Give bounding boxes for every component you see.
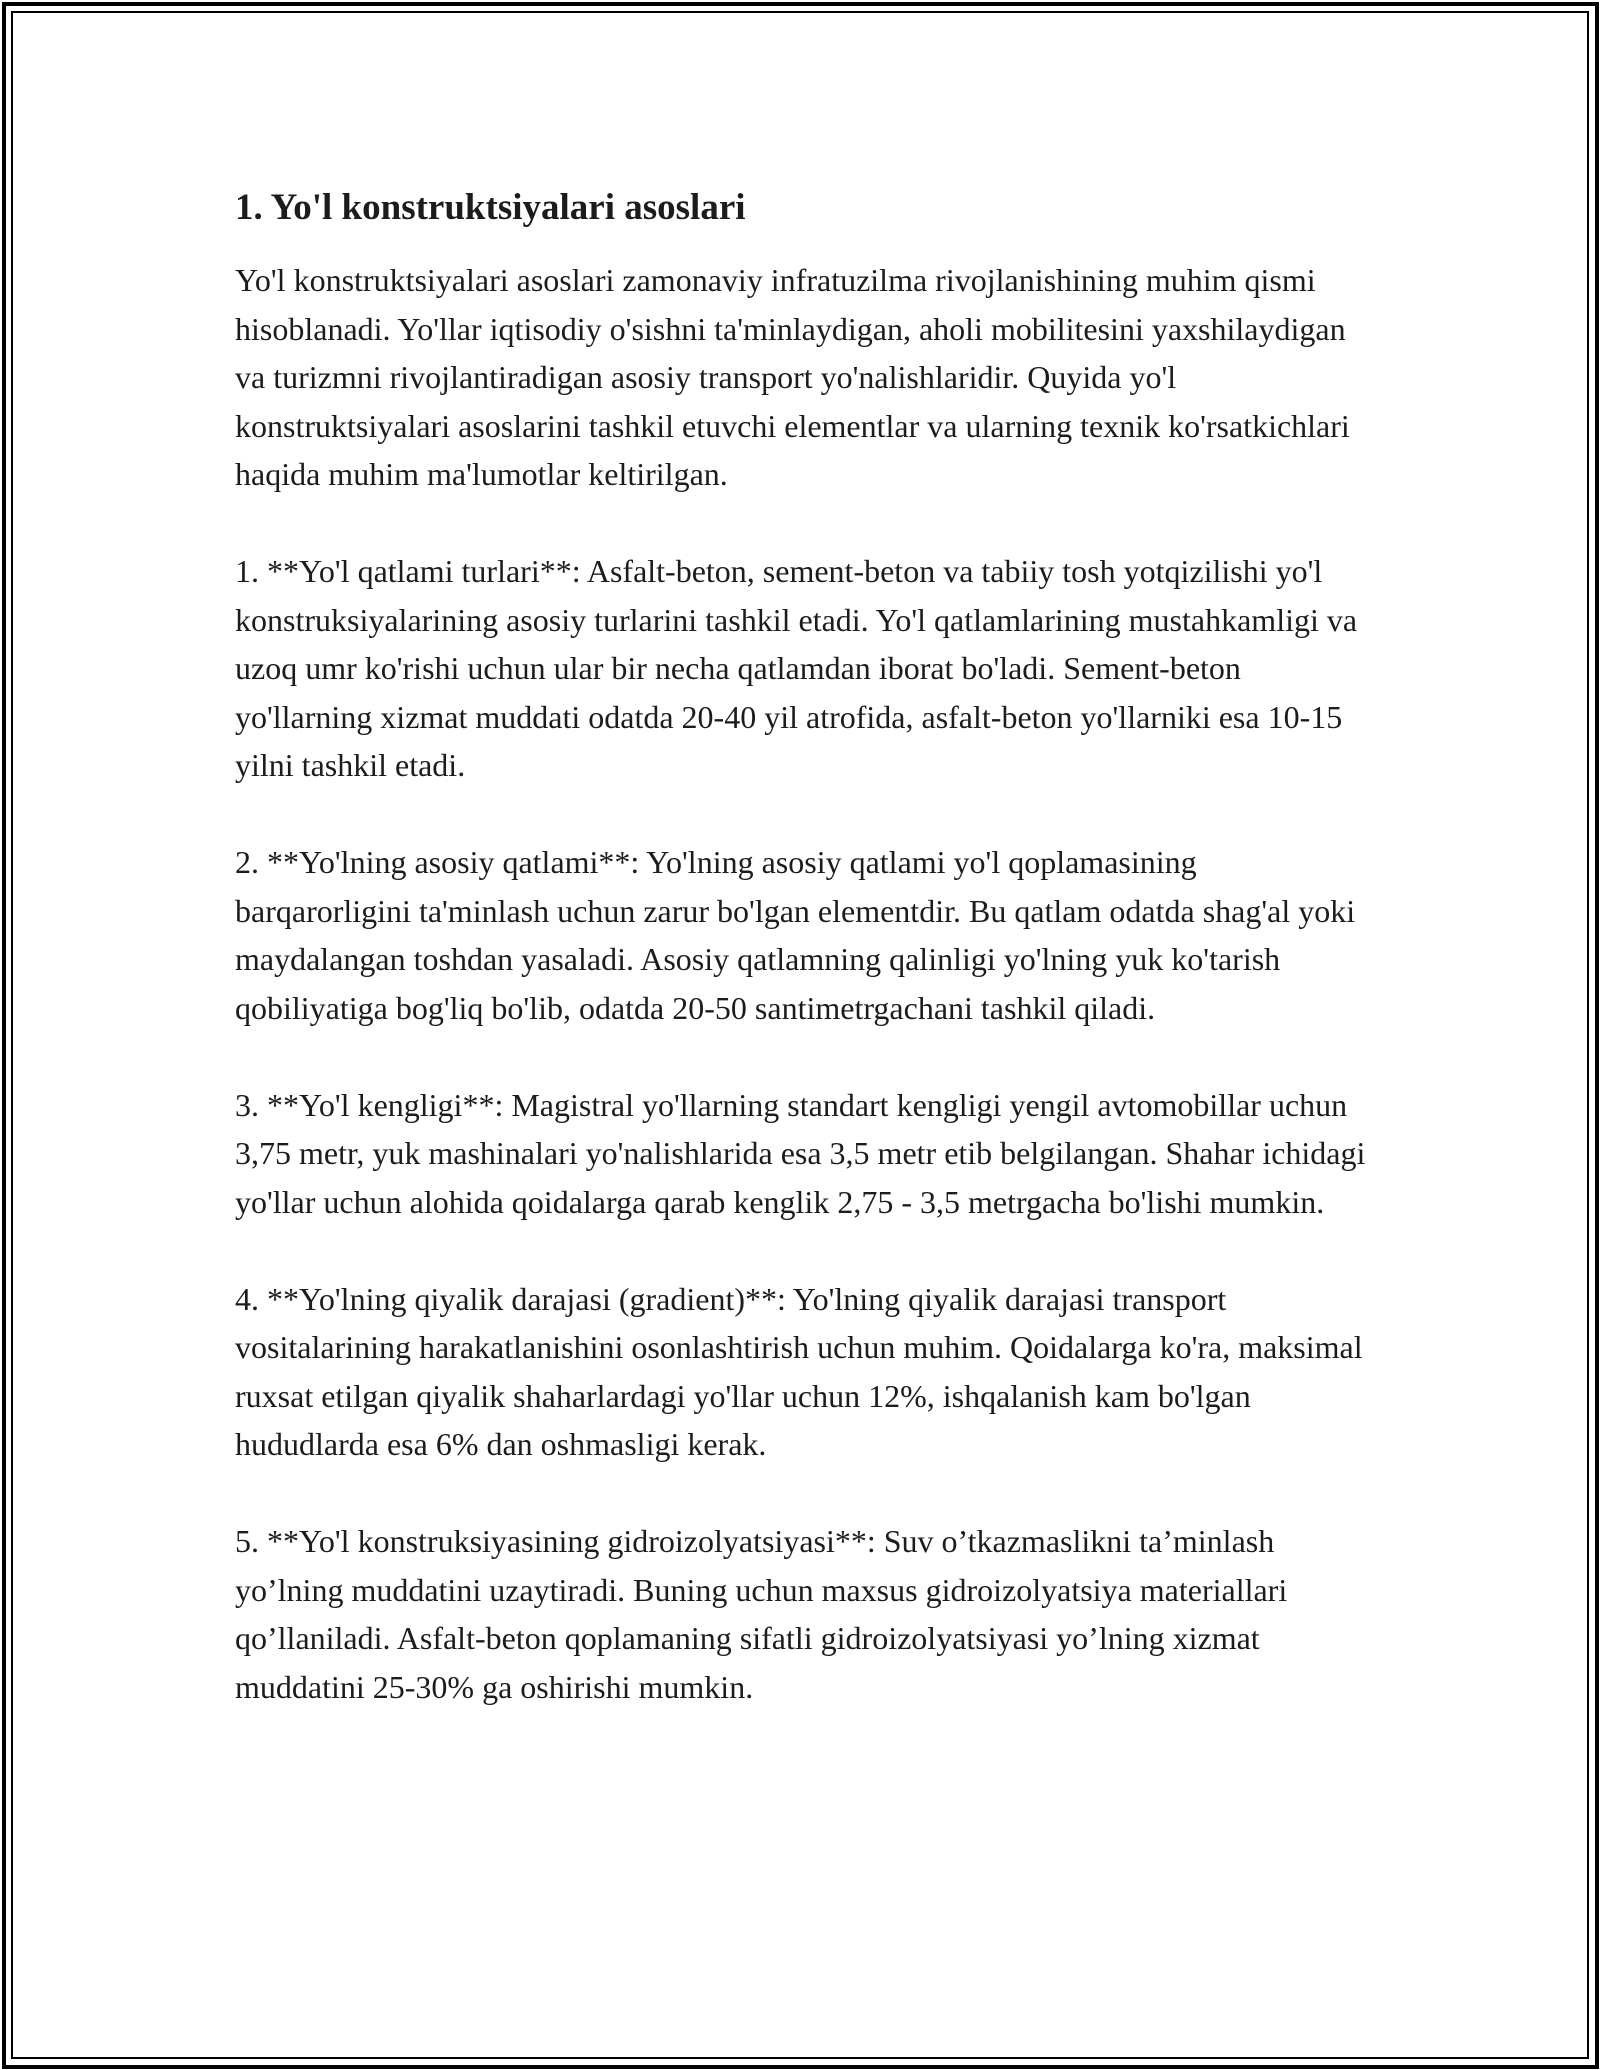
list-item-road-layer-types: 1. **Yo'l qatlami turlari**: Asfalt-beton, sement-beton va tabiiy tosh yotqizilishi yo'l konstruksiyalarining asosiy turlarini tashkil etadi. Yo'l qatlamlarining mustahkamligi va uzoq umr ko'rishi uchun ular bir necha qatlamdan iborat bo'ladi. Sement-beton yo'llarning xizmat muddati odatda 20-40 yil atrofida, asfalt-beton yo'llarniki esa 10-15 yilni tashkil etadi.	[235, 553, 1358, 783]
list-item-waterproofing: 5. **Yo'l konstruksiyasining gidroizolyatsiyasi**: Suv o’tkazmaslikni ta’minlash yo’lning muddatini uzaytiradi. Buning uchun maxsus gidroizolyatsiya materiallari qo’llaniladi. Asfalt-beton qoplamaning sifatli gidroizolyatsiyasi yo’lning xizmat muddatini 25-30% ga oshirishi mumkin.	[235, 1523, 1288, 1705]
list-item-road-width: 3. **Yo'l kengligi**: Magistral yo'llarning standart kengligi yengil avtomobillar uchun 3,75 metr, yuk mashinalari yo'nalishlarida esa 3,5 metr etib belgilangan. Shahar ichidagi yo'llar uchun alohida qoidalarga qarab kenglik 2,75 - 3,5 metrgacha bo'lishi mumkin.	[235, 1086, 1366, 1220]
list-item-base-layer: 2. **Yo'lning asosiy qatlami**: Yo'lning asosiy qatlami yo'l qoplamasining barqarorligini ta'minlash uchun zarur bo'lgan elementdir. Bu qatlam odatda shag'al yoki maydalangan toshdan yasaladi. Asosiy qatlamning qalinligi yo'lning yuk ko'tarish qobiliyatiga bog'liq bo'lib, odatda 20-50 santimetrgachani tashkil qiladi.	[235, 844, 1356, 1026]
section-heading: 1. Yo'l konstruktsiyalari asoslari	[235, 187, 746, 228]
intro-paragraph: Yo'l konstruktsiyalari asoslari zamonaviy infratuzilma rivojlanishining muhim qismi hisoblanadi. Yo'llar iqtisodiy o'sishni ta'minlaydigan, aholi mobilitesini yaxshilaydigan va turizmni rivojlantiradigan asosiy transport yo'nalishlaridir. Quyida yo'l konstruktsiyalari asoslarini tashkil etuvchi elementlar va ularning texnik ko'rsatkichlari haqida muhim ma'lumotlar keltirilgan.	[235, 262, 1350, 492]
list-item-gradient: 4. **Yo'lning qiyalik darajasi (gradient)**: Yo'lning qiyalik darajasi transport vositalarining harakatlanishini osonlashtirish uchun muhim. Qoidalarga ko'ra, maksimal ruxsat etilgan qiyalik shaharlardagi yo'llar uchun 12%, ishqalanish kam bo'lgan hududlarda esa 6% dan oshmasligi kerak.	[235, 1280, 1363, 1462]
document-body	[235, 183, 1380, 1711]
